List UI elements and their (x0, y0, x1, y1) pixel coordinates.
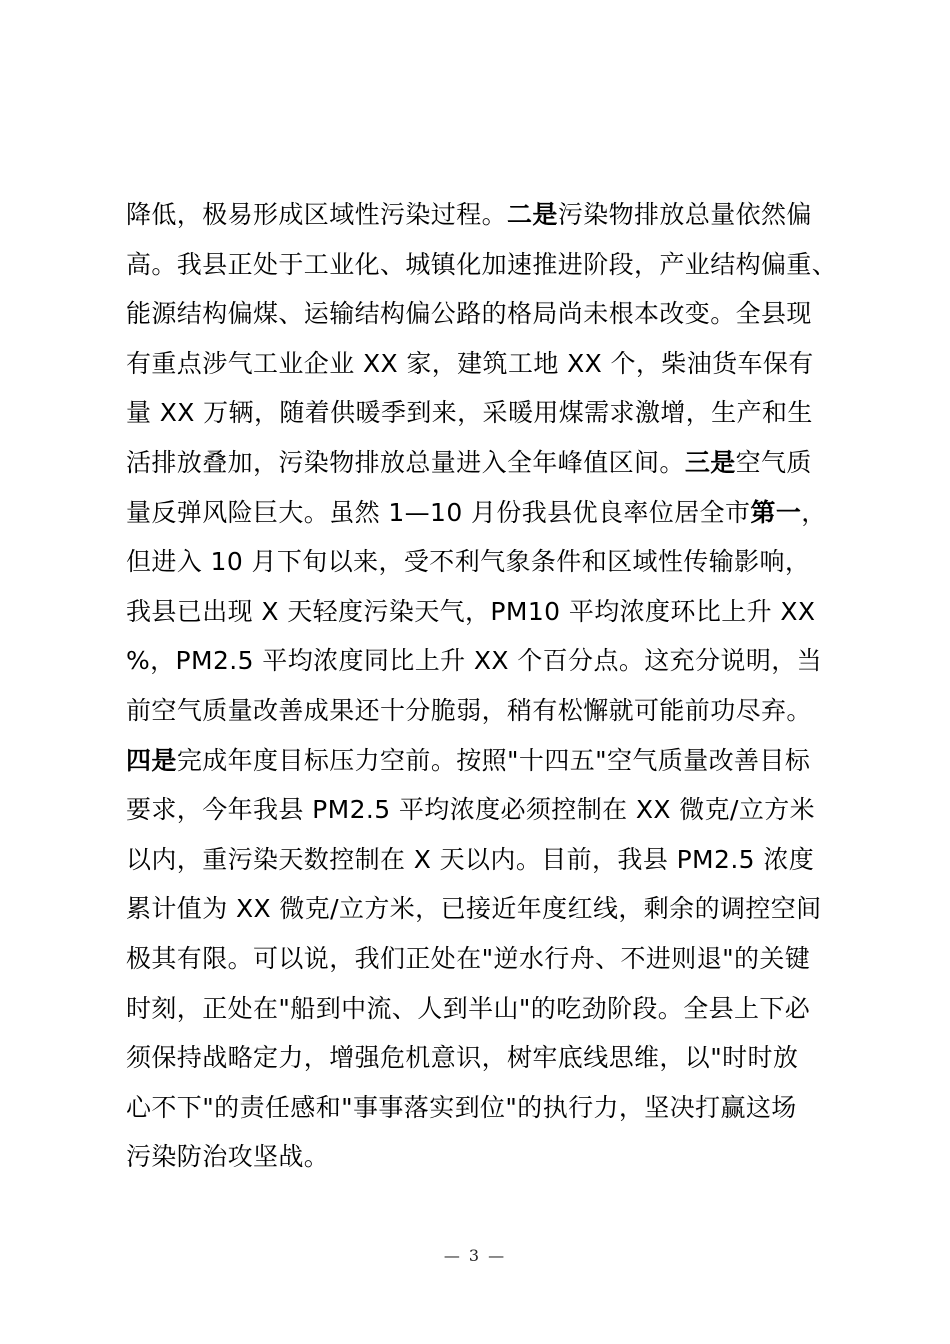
bold-keyword: 四是 (126, 745, 177, 775)
text-segment: 但进入 10 月下旬以来，受不利气象条件和区域性传输影响， (126, 547, 811, 577)
text-segment: 心不下"的责任感和"事事落实到位"的执行力，坚决打赢这场 (126, 1092, 797, 1122)
text-line (126, 884, 831, 934)
text-line (126, 984, 831, 1034)
text-segment: 时刻，正处在"船到中流、人到半山"的吃劲阶段。全县上下必 (126, 993, 811, 1023)
text-line (126, 636, 831, 686)
text-segment: 须保持战略定力，增强危机意识，树牢底线思维，以"时时放 (126, 1043, 799, 1073)
text-segment: 量反弹风险巨大。虽然 1—10 月份我县优良率位居全市 (126, 497, 751, 527)
text-line (126, 1083, 831, 1133)
text-line (126, 785, 831, 835)
text-line (126, 537, 831, 587)
text-segment: ， (801, 497, 827, 527)
text-segment: 量 XX 万辆，随着供暖季到来，采暖用煤需求激增，生产和生 (126, 398, 813, 428)
text-line (126, 1132, 831, 1182)
text-segment: 以内，重污染天数控制在 X 天以内。目前，我县 PM2.5 浓度 (126, 844, 815, 874)
text-segment: 空气质 (735, 447, 812, 477)
text-line (126, 388, 831, 438)
text-line (126, 934, 831, 984)
bold-keyword: 二是 (507, 200, 558, 229)
text-segment: 能源结构偏煤、运输结构偏公路的格局尚未根本改变。全县现 (126, 299, 812, 329)
text-line (126, 438, 831, 488)
text-segment: 污染防治攻坚战。 (126, 1142, 330, 1172)
text-segment: 完成年度目标压力空前。按照"十四五"空气质量改善目标 (176, 745, 811, 775)
text-segment: 污染物排放总量依然偏 (557, 200, 812, 229)
text-segment: 高。我县正处于工业化、城镇化加速推进阶段，产业结构偏重、 (126, 249, 838, 279)
text-line (126, 289, 831, 339)
text-line (126, 488, 831, 538)
text-line (126, 686, 831, 736)
body-paragraphs (126, 190, 838, 1182)
text-segment: 前空气质量改善成果还十分脆弱，稍有松懈就可能前功尽弃。 (126, 695, 812, 725)
text-line (126, 339, 831, 389)
text-line (126, 587, 831, 637)
text-segment: %，PM2.5 平均浓度同比上升 XX 个百分点。这充分说明，当 (126, 646, 823, 676)
text-line (126, 1033, 831, 1083)
text-line (126, 240, 838, 290)
text-segment: 要求，今年我县 PM2.5 平均浓度必须控制在 XX 微克/立方米 (126, 795, 816, 825)
text-segment: 极其有限。可以说，我们正处在"逆水行舟、不进则退"的关键 (126, 943, 811, 973)
text-line (126, 835, 831, 885)
text-segment: 降低，极易形成区域性污染过程。 (126, 200, 508, 229)
text-line (126, 736, 831, 786)
bold-keyword: 三是 (684, 447, 736, 477)
text-segment: 累计值为 XX 微克/立方米，已接近年度红线，剩余的调控空间 (126, 894, 822, 924)
text-segment: 有重点涉气工业企业 XX 家，建筑工地 XX 个，柴油货车保有 (126, 348, 814, 378)
page-number: — 3 — (443, 1246, 507, 1265)
bold-keyword: 第一 (750, 497, 802, 527)
text-segment: 活排放叠加，污染物排放总量进入全年峰值区间。 (126, 447, 685, 477)
text-line (126, 190, 831, 240)
text-segment: 我县已出现 X 天轻度污染天气，PM10 平均浓度环比上升 XX (126, 596, 816, 626)
